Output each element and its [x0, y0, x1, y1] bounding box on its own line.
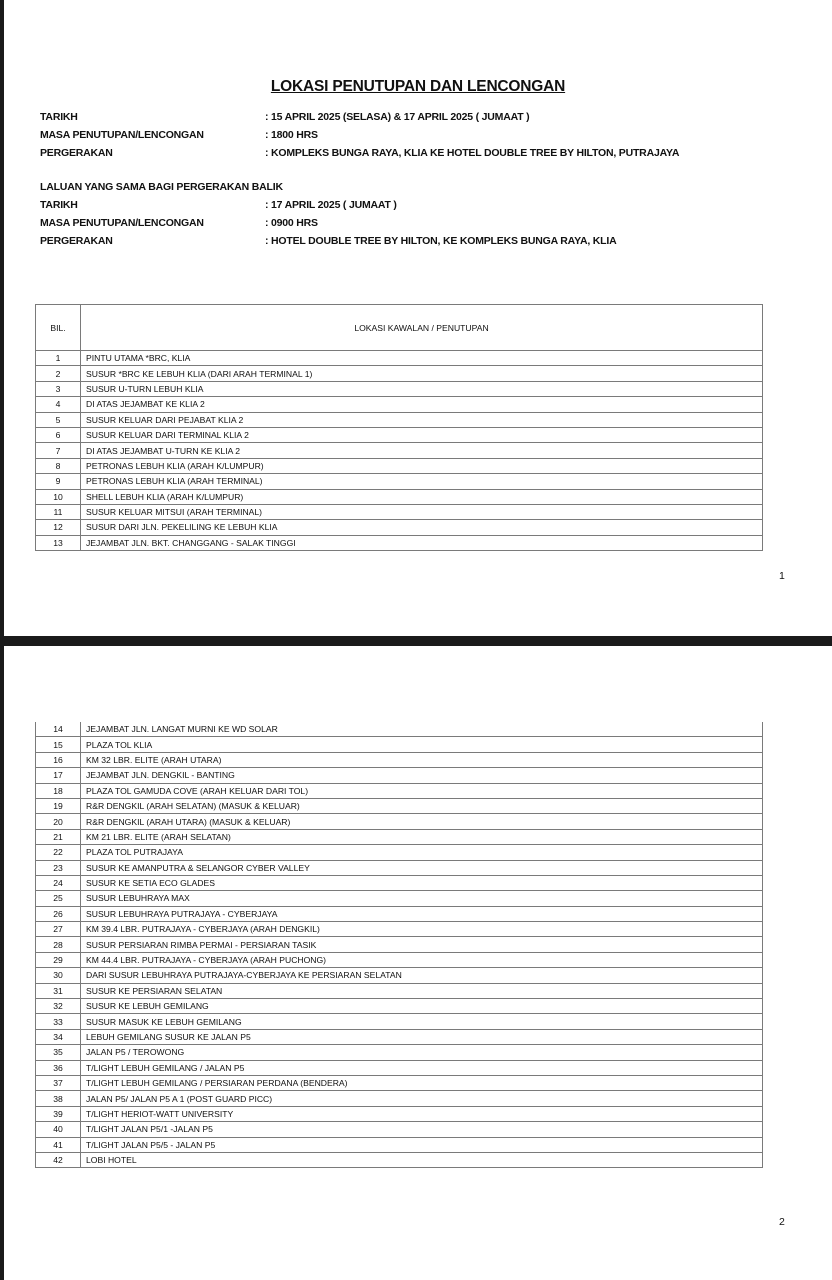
row-number: 37 [36, 1075, 81, 1090]
row-location: SUSUR KE LEBUH GEMILANG [81, 999, 763, 1014]
row-number: 38 [36, 1091, 81, 1106]
row-location: SUSUR PERSIARAN RIMBA PERMAI - PERSIARAN TASIK [81, 937, 763, 952]
table-row [36, 458, 763, 473]
row-number: 35 [36, 1045, 81, 1060]
row-number: 15 [36, 737, 81, 752]
row-location: SUSUR KE AMANPUTRA & SELANGOR CYBER VALLEY [81, 860, 763, 875]
column-header-lokasi: LOKASI KAWALAN / PENUTUPAN [81, 305, 763, 351]
row-number: 3 [36, 381, 81, 396]
table-row [36, 937, 763, 952]
table-row [36, 768, 763, 783]
document-page-2 [4, 646, 832, 1280]
table-row [36, 783, 763, 798]
document-page-1 [4, 0, 832, 636]
tarikh-value: : 15 APRIL 2025 (SELASA) & 17 APRIL 2025 ( JUMAAT ) [265, 111, 530, 123]
table-row [36, 922, 763, 937]
row-location: SUSUR KE PERSIARAN SELATAN [81, 983, 763, 998]
table-row [36, 427, 763, 442]
row-location: PLAZA TOL PUTRAJAYA [81, 845, 763, 860]
column-header-bil: BIL. [36, 305, 81, 351]
row-location: PLAZA TOL KLIA [81, 737, 763, 752]
row-location: JEJAMBAT JLN. BKT. CHANGGANG - SALAK TINGGI [81, 535, 763, 550]
row-number: 42 [36, 1152, 81, 1167]
table-row [36, 952, 763, 967]
table-row [36, 366, 763, 381]
return-tarikh-value: : 17 APRIL 2025 ( JUMAAT ) [265, 199, 397, 211]
table-row [36, 845, 763, 860]
row-location: DI ATAS JEJAMBAT KE KLIA 2 [81, 397, 763, 412]
table-row [36, 1106, 763, 1121]
tarikh-label: TARIKH [40, 111, 78, 123]
row-number: 41 [36, 1137, 81, 1152]
locations-table-page-1 [35, 304, 763, 551]
table-row [36, 968, 763, 983]
table-row [36, 1075, 763, 1090]
pergerakan-label: PERGERAKAN [40, 147, 113, 159]
row-number: 39 [36, 1106, 81, 1121]
row-number: 14 [36, 722, 81, 737]
row-location: SUSUR DARI JLN. PEKELILING KE LEBUH KLIA [81, 520, 763, 535]
table-row [36, 798, 763, 813]
table-row [36, 860, 763, 875]
table-row [36, 1122, 763, 1137]
row-location: SHELL LEBUH KLIA (ARAH K/LUMPUR) [81, 489, 763, 504]
row-number: 33 [36, 1014, 81, 1029]
row-location: JEJAMBAT JLN. DENGKIL - BANTING [81, 768, 763, 783]
table-row [36, 489, 763, 504]
row-number: 19 [36, 798, 81, 813]
return-pergerakan-label: PERGERAKAN [40, 235, 113, 247]
row-location: SUSUR KELUAR DARI TERMINAL KLIA 2 [81, 427, 763, 442]
row-number: 23 [36, 860, 81, 875]
row-location: SUSUR LEBUHRAYA PUTRAJAYA - CYBERJAYA [81, 906, 763, 921]
row-location: SUSUR KELUAR MITSUI (ARAH TERMINAL) [81, 504, 763, 519]
row-location: T/LIGHT LEBUH GEMILANG / JALAN P5 [81, 1060, 763, 1075]
masa-label: MASA PENUTUPAN/LENCONGAN [40, 129, 204, 141]
page-number: 2 [779, 1216, 785, 1228]
row-location: PETRONAS LEBUH KLIA (ARAH TERMINAL) [81, 474, 763, 489]
row-location: KM 32 LBR. ELITE (ARAH UTARA) [81, 752, 763, 767]
row-location: KM 21 LBR. ELITE (ARAH SELATAN) [81, 829, 763, 844]
row-number: 26 [36, 906, 81, 921]
row-location: SUSUR LEBUHRAYA MAX [81, 891, 763, 906]
row-number: 30 [36, 968, 81, 983]
table-row [36, 412, 763, 427]
row-location: JALAN P5/ JALAN P5 A 1 (POST GUARD PICC) [81, 1091, 763, 1106]
table-row [36, 906, 763, 921]
table-row [36, 474, 763, 489]
table-row [36, 535, 763, 550]
row-number: 11 [36, 504, 81, 519]
row-location: T/LIGHT JALAN P5/5 - JALAN P5 [81, 1137, 763, 1152]
row-number: 21 [36, 829, 81, 844]
table-row [36, 814, 763, 829]
locations-table-page-2 [35, 722, 763, 1168]
row-number: 9 [36, 474, 81, 489]
row-location: LOBI HOTEL [81, 1152, 763, 1167]
row-number: 31 [36, 983, 81, 998]
table-row [36, 999, 763, 1014]
table-row [36, 1152, 763, 1167]
row-number: 25 [36, 891, 81, 906]
pergerakan-value: : KOMPLEKS BUNGA RAYA, KLIA KE HOTEL DOUBLE TREE BY HILTON, PUTRAJAYA [265, 147, 680, 159]
row-number: 22 [36, 845, 81, 860]
row-number: 40 [36, 1122, 81, 1137]
row-number: 12 [36, 520, 81, 535]
row-number: 16 [36, 752, 81, 767]
table-row [36, 504, 763, 519]
row-location: DI ATAS JEJAMBAT U-TURN KE KLIA 2 [81, 443, 763, 458]
row-location: SUSUR *BRC KE LEBUH KLIA (DARI ARAH TERMINAL 1) [81, 366, 763, 381]
return-masa-label: MASA PENUTUPAN/LENCONGAN [40, 217, 204, 229]
row-number: 13 [36, 535, 81, 550]
row-location: PETRONAS LEBUH KLIA (ARAH K/LUMPUR) [81, 458, 763, 473]
row-number: 18 [36, 783, 81, 798]
row-number: 32 [36, 999, 81, 1014]
row-location: KM 39.4 LBR. PUTRAJAYA - CYBERJAYA (ARAH DENGKIL) [81, 922, 763, 937]
row-location: PINTU UTAMA *BRC, KLIA [81, 351, 763, 366]
row-location: SUSUR KE SETIA ECO GLADES [81, 875, 763, 890]
row-number: 27 [36, 922, 81, 937]
table-row [36, 1029, 763, 1044]
row-number: 6 [36, 427, 81, 442]
document-title: LOKASI PENUTUPAN DAN LENCONGAN [270, 78, 566, 95]
page-number: 1 [779, 570, 785, 582]
row-location: T/LIGHT HERIOT-WATT UNIVERSITY [81, 1106, 763, 1121]
table-row [36, 1137, 763, 1152]
table-row [36, 829, 763, 844]
return-pergerakan-value: : HOTEL DOUBLE TREE BY HILTON, KE KOMPLEKS BUNGA RAYA, KLIA [265, 235, 617, 247]
row-location: LEBUH GEMILANG SUSUR KE JALAN P5 [81, 1029, 763, 1044]
row-number: 7 [36, 443, 81, 458]
row-location: T/LIGHT JALAN P5/1 -JALAN P5 [81, 1122, 763, 1137]
row-location: SUSUR KELUAR DARI PEJABAT KLIA 2 [81, 412, 763, 427]
row-location: R&R DENGKIL (ARAH UTARA) (MASUK & KELUAR) [81, 814, 763, 829]
row-number: 5 [36, 412, 81, 427]
row-number: 34 [36, 1029, 81, 1044]
row-number: 8 [36, 458, 81, 473]
row-location: R&R DENGKIL (ARAH SELATAN) (MASUK & KELUAR) [81, 798, 763, 813]
table-row [36, 1060, 763, 1075]
row-location: T/LIGHT LEBUH GEMILANG / PERSIARAN PERDANA (BENDERA) [81, 1075, 763, 1090]
row-number: 36 [36, 1060, 81, 1075]
table-row [36, 875, 763, 890]
table-row [36, 1045, 763, 1060]
row-location: SUSUR U-TURN LEBUH KLIA [81, 381, 763, 396]
table-row [36, 381, 763, 396]
row-location: KM 44.4 LBR. PUTRAJAYA - CYBERJAYA (ARAH PUCHONG) [81, 952, 763, 967]
table-row [36, 520, 763, 535]
row-number: 17 [36, 768, 81, 783]
table-row [36, 397, 763, 412]
row-location: SUSUR MASUK KE LEBUH GEMILANG [81, 1014, 763, 1029]
table-row [36, 1091, 763, 1106]
table-row [36, 1014, 763, 1029]
row-number: 28 [36, 937, 81, 952]
table-row [36, 351, 763, 366]
row-number: 2 [36, 366, 81, 381]
row-number: 29 [36, 952, 81, 967]
row-number: 24 [36, 875, 81, 890]
return-masa-value: : 0900 HRS [265, 217, 318, 229]
table-row [36, 722, 763, 737]
row-number: 10 [36, 489, 81, 504]
table-row [36, 891, 763, 906]
row-location: JALAN P5 / TEROWONG [81, 1045, 763, 1060]
row-number: 4 [36, 397, 81, 412]
table-row [36, 983, 763, 998]
row-location: JEJAMBAT JLN. LANGAT MURNI KE WD SOLAR [81, 722, 763, 737]
table-row [36, 737, 763, 752]
row-number: 20 [36, 814, 81, 829]
row-number: 1 [36, 351, 81, 366]
return-tarikh-label: TARIKH [40, 199, 78, 211]
return-heading: LALUAN YANG SAMA BAGI PERGERAKAN BALIK [40, 181, 283, 193]
row-location: PLAZA TOL GAMUDA COVE (ARAH KELUAR DARI TOL) [81, 783, 763, 798]
table-row [36, 443, 763, 458]
row-location: DARI SUSUR LEBUHRAYA PUTRAJAYA-CYBERJAYA KE PERSIARAN SELATAN [81, 968, 763, 983]
table-row [36, 752, 763, 767]
masa-value: : 1800 HRS [265, 129, 318, 141]
